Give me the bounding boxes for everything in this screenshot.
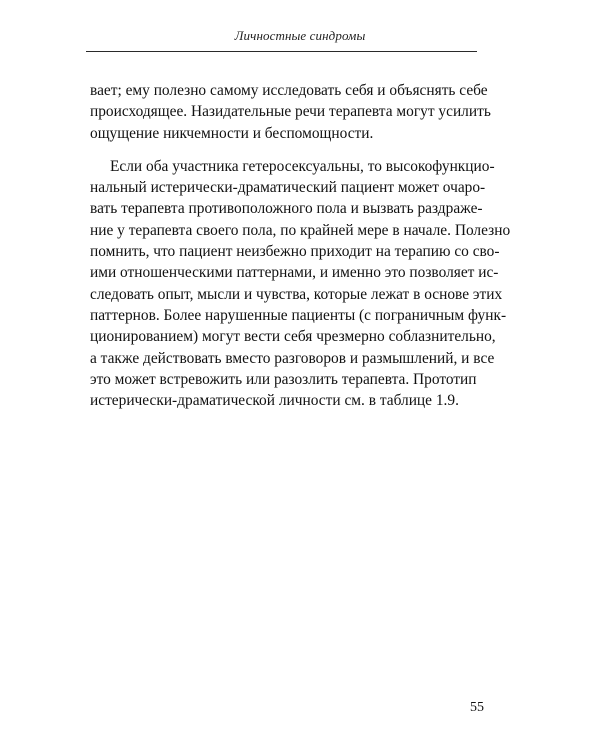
body-text <box>90 80 511 411</box>
text-line: вать терапевта противоположного пола и вызвать раздраже- <box>90 200 483 218</box>
paragraph-1 <box>90 80 491 144</box>
text-line: ционированием) могут вести себя чрезмерно соблазнительно, <box>90 328 496 346</box>
running-head: Личностные синдромы <box>234 28 366 43</box>
text-line: Если оба участника гетеросексуальны, то высокофункцио- <box>110 157 495 175</box>
text-line: ими отношенческими паттернами, и именно это позволяет ис- <box>90 264 499 282</box>
header-rule <box>86 51 477 52</box>
text-line: происходящее. Назидательные речи терапевта могут усилить <box>90 103 491 121</box>
paragraph-2 <box>90 156 511 412</box>
text-line: следовать опыт, мысли и чувства, которые лежат в основе этих <box>90 285 503 303</box>
paragraph-gap <box>90 144 474 156</box>
text-line: вает; ему полезно самому исследовать себя и объяснять себе <box>90 82 488 99</box>
text-line: ние у терапевта своего пола, по крайней мере в начале. Полезно <box>90 221 511 239</box>
text-line: паттернов. Более нарушенные пациенты (с пограничным функ- <box>90 306 507 324</box>
text-line: истерически-драматической личности см. в таблице 1.9. <box>90 392 459 410</box>
text-line: это может встревожить или разозлить терапевта. Прототип <box>90 370 477 388</box>
text-line: а также действовать вместо разговоров и размышлений, и все <box>90 349 495 367</box>
page-number: 55 <box>470 700 484 715</box>
text-line: нальный истерически-драматический пациент может очаро- <box>90 179 486 197</box>
text-line: помнить, что пациент неизбежно приходит на терапию со сво- <box>90 243 500 261</box>
text-line: ощущение никчемности и беспомощности. <box>90 124 374 142</box>
